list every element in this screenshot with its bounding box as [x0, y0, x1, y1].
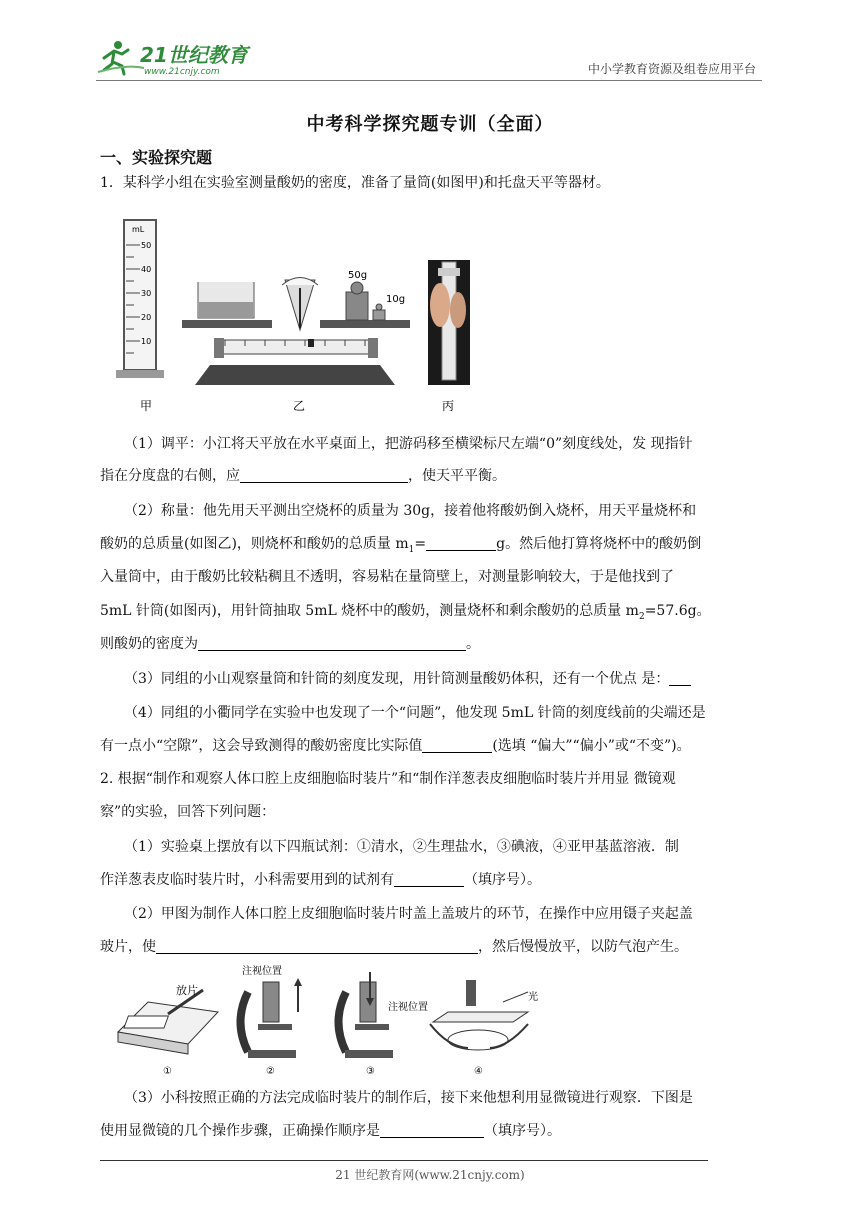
answer-blank[interactable]	[422, 736, 492, 753]
q1-part1-line2: 指在分度盘的右侧，应 ，使天平平衡。	[100, 468, 506, 484]
figure-label-yi: 乙	[293, 399, 306, 413]
cylinder-unit: mL	[132, 225, 145, 234]
answer-blank[interactable]	[380, 1121, 484, 1138]
answer-blank[interactable]	[156, 937, 478, 954]
answer-blank[interactable]	[669, 669, 691, 686]
footer-text: 21 世纪教育网(www.21cnjy.com)	[335, 1168, 525, 1182]
svg-text:①: ①	[163, 1066, 172, 1077]
q1-part2-line1: （2）称量：他先用天平测出空烧杯的质量为 30g，接着他将酸奶倒入烧杯，用天平量烧杯和	[124, 503, 697, 519]
q1-intro: 1．某科学小组在实验室测量酸奶的密度，准备了量筒(如图甲)和托盘天平等器材。	[100, 175, 610, 191]
q1-part4-line1: （4）同组的小衢同学在实验中也发现了一个“问题”，他发现 5mL 针筒的刻度线前的尖端还是	[124, 705, 706, 721]
weight-50g-label: 50g	[348, 270, 368, 281]
q1-part2-line3: 入量筒中，由于酸奶比较粘稠且不透明，容易粘在量筒壁上，对测量影响较大，于是他找到了	[100, 569, 674, 585]
microscope-step-3	[339, 972, 429, 1077]
q2-part2-line2: 玻片，使 ，然后慢慢放平，以防气泡产生。	[100, 939, 688, 955]
q1-figure	[110, 210, 480, 415]
label-zhu-shi-1: 注视位置	[242, 966, 282, 977]
label-guang: 光	[528, 992, 538, 1003]
footer-divider	[100, 1160, 708, 1161]
figure-label-bing: 丙	[442, 399, 455, 413]
observation-step-4	[430, 980, 538, 1077]
q2-figure	[108, 962, 548, 1077]
page-title: 中考科学探究题专训（全面）	[306, 114, 554, 135]
slide-placement-step	[118, 983, 218, 1077]
label-fang-pian: 放片	[176, 984, 198, 997]
q2-part3-line1: （3）小科按照正确的方法完成临时装片的制作后，接下来他想利用显微镜进行观察．下图是	[124, 1090, 693, 1106]
q2-part3-line2: 使用显微镜的几个操作步骤，正确操作顺序是 （填序号）。	[100, 1123, 561, 1139]
runner-icon	[98, 41, 144, 74]
q1-part4-line2: 有一点小“空隙”，这会导致测得的酸奶密度比实际值 (选填 “偏大”“偏小”或“不变”)。	[100, 738, 691, 754]
svg-text:20: 20	[141, 313, 152, 322]
answer-blank[interactable]	[198, 634, 466, 651]
q1-part3-line1: （3）同组的小山观察量筒和针筒的刻度发现，用针筒测量酸奶体积，还有一个优点 是：	[124, 668, 691, 688]
q1-part2-line5: 则酸奶的密度为 。	[100, 636, 480, 652]
header-divider	[96, 80, 762, 81]
svg-text:②: ②	[266, 1066, 275, 1077]
q2-intro-line2: 察”的实验，回答下列问题：	[100, 804, 276, 820]
weight-10g-label: 10g	[386, 294, 406, 305]
q1-part2-line4: 5mL 针筒(如图丙)，用针筒抽取 5mL 烧杯中的酸奶，测量烧杯和剩余酸奶的总质量 $m_2=57.6g$。	[100, 603, 711, 622]
answer-blank[interactable]	[426, 534, 496, 551]
svg-text:40: 40	[141, 265, 152, 274]
q2-part1-line1: （1）实验桌上摆放有以下四瓶试剂：①清水，②生理盐水，③碘液，④亚甲基蓝溶液．制	[124, 839, 679, 855]
q2-part2-line1: （2）甲图为制作人体口腔上皮细胞临时装片时盖上盖玻片的环节，在操作中应用镊子夹起盖	[124, 906, 693, 922]
svg-text:50: 50	[141, 241, 152, 250]
q1-part2-line2: 酸奶的总质量(如图乙)，则烧杯和酸奶的总质量 $m_1= g$。然后他打算将烧杯中的酸奶倒	[100, 536, 702, 555]
section-heading: 一、实验探究题	[100, 148, 213, 167]
logo-title: 21世纪教育	[140, 43, 248, 67]
q2-part1-line2: 作洋葱表皮临时装片时，小科需要用到的试剂有 （填序号）。	[100, 872, 541, 888]
graduated-cylinder	[116, 220, 164, 378]
label-zhu-shi-2: 注视位置	[388, 1002, 428, 1013]
svg-text:④: ④	[474, 1066, 483, 1077]
q2-intro-line1: 2. 根据“制作和观察人体口腔上皮细胞临时装片”和“制作洋葱表皮细胞临时装片并用显 微镜观	[100, 771, 676, 787]
microscope-step-2	[241, 965, 303, 1077]
svg-text:30: 30	[141, 289, 152, 298]
answer-blank[interactable]	[394, 870, 464, 887]
figure-label-jia: 甲	[140, 399, 153, 413]
q1-part1-line1: （1）调平：小江将天平放在水平桌面上，把游码移至横梁标尺左端“0”刻度线处，发 现指针	[124, 436, 693, 452]
logo-url: www.21cnjy.com	[144, 67, 220, 77]
svg-text:③: ③	[366, 1066, 375, 1077]
syringe-photo	[428, 260, 470, 385]
svg-text:10: 10	[141, 337, 152, 346]
answer-blank[interactable]	[240, 466, 408, 483]
platform-name: 中小学教育资源及组卷应用平台	[587, 62, 756, 76]
site-logo	[96, 38, 256, 78]
balance-scale	[182, 270, 410, 385]
